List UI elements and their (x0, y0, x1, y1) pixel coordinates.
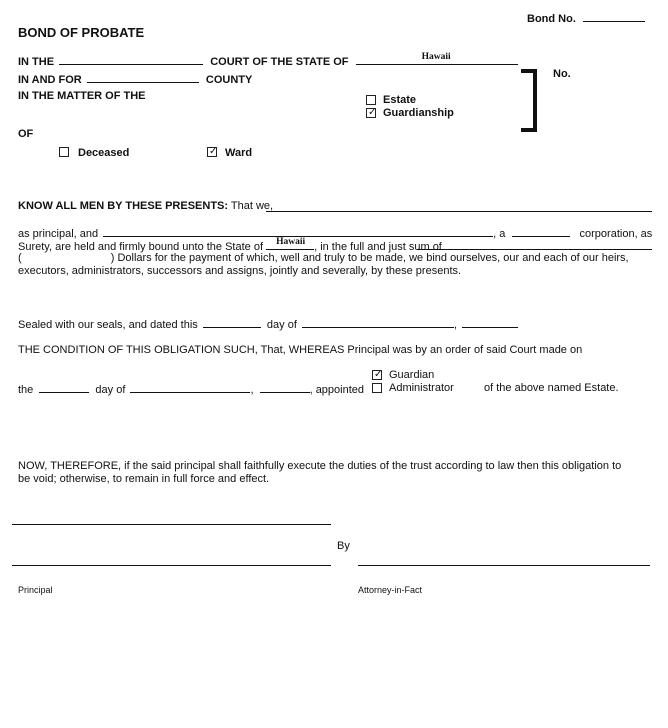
know-all-text: That we, (230, 200, 274, 212)
know-all-heading: KNOW ALL MEN BY THESE PRESENTS: (18, 200, 229, 212)
principal-signature-line[interactable] (12, 565, 331, 566)
in-the-label: IN THE (18, 56, 55, 68)
state-field[interactable] (356, 54, 518, 65)
sealed-text: Sealed with our seals, and dated this (18, 319, 198, 331)
sealed-year-field[interactable] (462, 317, 518, 328)
estate-label: Estate (383, 94, 417, 106)
case-no-label: No. (553, 68, 571, 80)
guardian-label: Guardian (389, 369, 435, 381)
order-date-line (18, 382, 364, 396)
ward-label: Ward (225, 147, 253, 159)
appointed-label: , appointed (309, 384, 365, 396)
ward-check-mark: ✓ (209, 146, 218, 157)
bracket-icon (518, 68, 542, 134)
deceased-label: Deceased (78, 147, 130, 159)
court-name-field[interactable] (59, 54, 203, 65)
now-therefore-line-2: be void; otherwise, to remain in full force and effect. (18, 473, 270, 485)
bond-no-label: Bond No. (527, 13, 576, 25)
court-of-state-label: COURT OF THE STATE OF (210, 56, 349, 68)
administrator-checkbox[interactable] (372, 383, 382, 393)
surety-state-value: Hawaii (276, 237, 306, 247)
sealed-day-of-label: day of (266, 319, 297, 331)
dollars-line (18, 252, 629, 264)
corporation-as-label: corporation, as (579, 228, 653, 240)
surety-signature-line[interactable] (12, 524, 331, 525)
as-principal-label: as principal, and (18, 228, 99, 240)
corporation-state-field[interactable] (512, 226, 570, 237)
order-day-of-label: day of (95, 384, 126, 396)
of-label: OF (18, 128, 34, 140)
know-all-line (18, 200, 273, 212)
sealed-day-field[interactable] (203, 317, 261, 328)
open-paren: ( (18, 252, 22, 264)
attorney-in-fact-label: Attorney-in-Fact (358, 585, 423, 595)
form-title: BOND OF PROBATE (18, 25, 145, 40)
surety-line (18, 239, 442, 253)
condition-text: THE CONDITION OF THIS OBLIGATION SUCH, That, WHEREAS Principal was by an order of said Court made on (18, 344, 583, 356)
full-sum-label: , in the full and just sum of (314, 241, 442, 253)
surety-name-field[interactable] (103, 226, 493, 237)
executors-text: executors, administrators, successors and assigns, jointly and severally, by these presents. (18, 265, 462, 277)
in-and-for-label: IN AND FOR (18, 74, 82, 86)
in-the-matter-of-label: IN THE MATTER OF THE (18, 90, 146, 102)
now-therefore-line-1: NOW, THEREFORE, if the said principal shall faithfully execute the duties of the trust according to law then this obligation to (18, 460, 622, 472)
the-label: the (18, 384, 34, 396)
guardian-checkbox[interactable] (372, 370, 382, 380)
dollars-text: ) Dollars for the payment of which, well and truly to be made, we bind ourselves, our and each of our heirs, (110, 252, 629, 264)
as-principal-line (18, 226, 652, 240)
bond-no-line (527, 11, 645, 25)
attorney-signature-line[interactable] (358, 565, 650, 566)
guardianship-checkbox[interactable] (366, 108, 376, 118)
of-above-estate-label: of the above named Estate. (484, 382, 619, 394)
state-value: Hawaii (421, 52, 451, 62)
in-and-for-line (18, 72, 252, 86)
a-label: , a (493, 228, 506, 240)
county-field[interactable] (87, 72, 199, 83)
surety-state-field[interactable] (266, 239, 314, 250)
order-day-field[interactable] (39, 382, 89, 393)
county-label: COUNTY (205, 74, 253, 86)
by-label: By (337, 540, 350, 552)
principal-name-field[interactable] (266, 211, 652, 212)
in-the-line (18, 54, 518, 68)
bond-no-field[interactable] (583, 11, 645, 22)
order-comma: , (250, 384, 254, 396)
principal-label: Principal (18, 585, 53, 595)
order-month-field[interactable] (130, 382, 250, 393)
surety-text: Surety, are held and firmly bound unto the State of (18, 241, 264, 253)
guardianship-check-mark: ✓ (368, 107, 377, 118)
sum-words-field[interactable] (417, 249, 652, 250)
order-year-field[interactable] (260, 382, 310, 393)
estate-checkbox[interactable] (366, 95, 376, 105)
administrator-label: Administrator (389, 382, 454, 394)
deceased-checkbox[interactable] (59, 147, 69, 157)
guardian-check-mark: ✓ (374, 369, 383, 380)
sealed-month-field[interactable] (302, 317, 454, 328)
guardianship-label: Guardianship (383, 107, 454, 119)
sealed-line (18, 317, 518, 331)
sealed-comma: , (453, 319, 457, 331)
ward-checkbox[interactable] (207, 147, 217, 157)
